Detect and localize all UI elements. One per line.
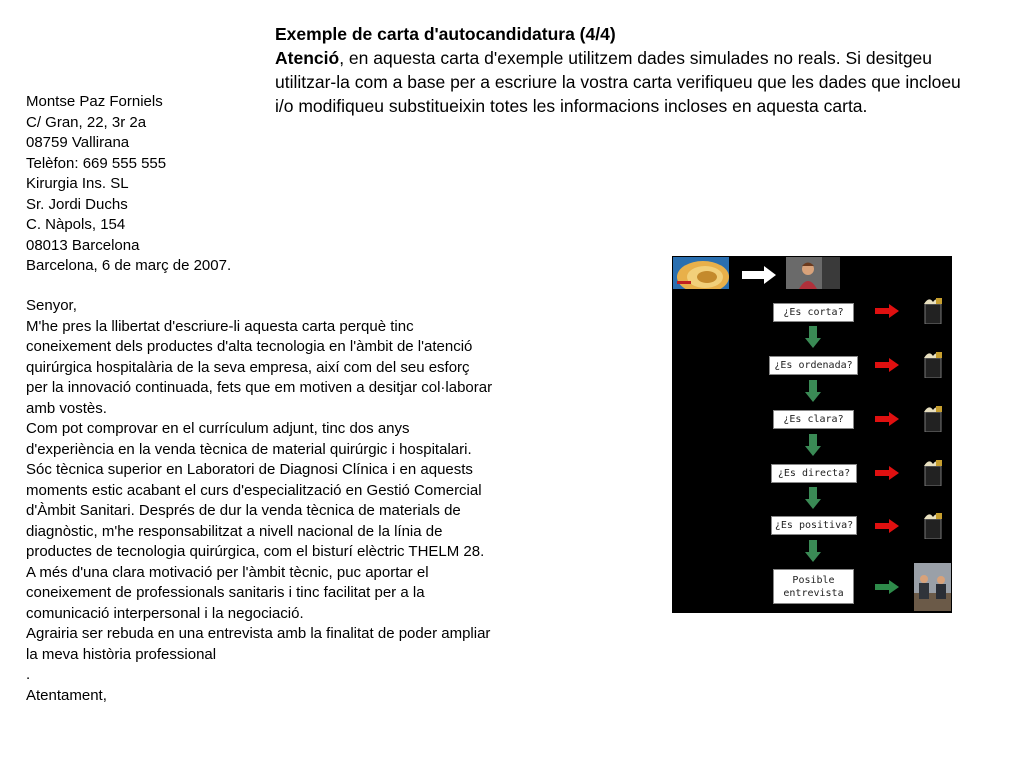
reject-arrow-icon [875, 304, 899, 318]
letter-line: diagnòstic, m'he responsabilitzat a nivell nacional de la línia de [26, 522, 443, 540]
down-arrow-icon [805, 326, 821, 348]
letter-line: d'experiència en la venda tècnica de material quirúrgic i hospitalari. [26, 440, 472, 458]
trash-bin-icon [921, 511, 945, 539]
down-arrow-icon [805, 434, 821, 456]
letter-line: amb vostès. [26, 399, 107, 417]
letter-line: coneixement dels productes d'alta tecnologia en l'àmbit de l'atenció [26, 338, 473, 355]
letter-line: Com pot comprovar en el currículum adjunt, tinc dos anys [26, 420, 410, 437]
letter-line: quirúrgica hospitalària de la seva empresa, així com del seu esforç [26, 358, 470, 376]
accept-arrow-icon [875, 580, 899, 594]
question-label: ¿Es positiva? [774, 520, 854, 531]
sender-block [26, 92, 326, 277]
trash-bin-icon [921, 350, 945, 378]
letter-line: per la innovació continuada, fets que em motiven a desitjar col·laborar [26, 379, 493, 396]
down-arrow-icon [805, 487, 821, 509]
letter-line: Senyor, [26, 297, 77, 314]
reject-arrow-icon [875, 358, 899, 372]
letter-line: d'Àmbit Sanitari. Després de dur la venda tècnica de materials de [26, 502, 461, 519]
reject-arrow-icon [875, 412, 899, 426]
letter-line: M'he pres la llibertat d'escriure-li aquesta carta perquè tinc [26, 317, 414, 335]
letter-line: A més d'una clara motivació per l'àmbit tècnic, puc aportar el [26, 563, 429, 581]
question-label: ¿Es directa? [777, 468, 851, 479]
question-box [773, 410, 854, 429]
letter-line: la meva història professional [26, 645, 217, 663]
question-label: ¿Es ordenada? [774, 360, 853, 371]
sender-line: Telèfon: 669 555 555 [26, 154, 167, 172]
final-label: entrevista [783, 587, 844, 599]
interview-photo [914, 563, 951, 611]
trash-bin-icon [921, 458, 945, 486]
start-arrow-icon [742, 266, 778, 284]
question-box [771, 516, 857, 535]
trash-bin-icon [921, 296, 945, 324]
letter-line: comunicació interpersonal i la negociació. [26, 604, 304, 622]
tunnel-image [673, 257, 729, 289]
trash-bin-icon [921, 404, 945, 432]
warning-text: , en aquesta carta d'exemple utilitzem dades simulades no reals. Si desitgeu utilitzar-la com a base per a escriure la vostra carta verifiqueu que les dades que incloeu i/o modifiqueu substitueixin totes les informacions incloses en aquesta carta. [275, 48, 961, 116]
down-arrow-icon [805, 380, 821, 402]
question-label: ¿Es corta? [783, 307, 844, 318]
person-photo [786, 257, 840, 289]
sender-line: 08013 Barcelona [26, 236, 140, 254]
question-label: ¿Es clara? [783, 414, 844, 425]
letter-line: Agrairia ser rebuda en una entrevista amb la finalitat de poder ampliar [26, 625, 491, 642]
sender-line: Barcelona, 6 de març de 2007. [26, 257, 232, 274]
reject-arrow-icon [875, 466, 899, 480]
question-box [769, 356, 858, 375]
letter-body [26, 296, 586, 706]
sender-line: Kirurgia Ins. SL [26, 175, 129, 192]
sender-line: Montse Paz Forniels [26, 93, 163, 110]
flowchart [672, 256, 952, 613]
reject-arrow-icon [875, 519, 899, 533]
sender-line: Sr. Jordi Duchs [26, 195, 128, 213]
letter-line: productes de tecnologia quirúrgica, com el bisturí elèctric THELM 28. [26, 543, 485, 560]
question-box [773, 303, 854, 322]
letter-line: coneixement de professionals sanitaris i tinc facilitat per a la [26, 584, 425, 601]
letter-line: moments estic acabant el curs d'especialització en Gestió Comercial [26, 481, 482, 499]
question-box [771, 464, 857, 483]
header [275, 22, 975, 118]
final-label: Posible [792, 574, 835, 586]
letter-line: Sóc tècnica superior en Laboratori de Diagnosi Clínica i en aquests [26, 461, 473, 478]
final-box [773, 569, 854, 604]
letter-line: Atentament, [26, 686, 107, 704]
letter-line: . [26, 666, 31, 683]
sender-line: 08759 Vallirana [26, 134, 130, 151]
warning-lead: Atenció [275, 48, 340, 68]
sender-line: C/ Gran, 22, 3r 2a [26, 113, 147, 131]
sender-line: C. Nàpols, 154 [26, 216, 126, 233]
down-arrow-icon [805, 540, 821, 562]
page-title: Exemple de carta d'autocandidatura (4/4) [275, 24, 616, 44]
